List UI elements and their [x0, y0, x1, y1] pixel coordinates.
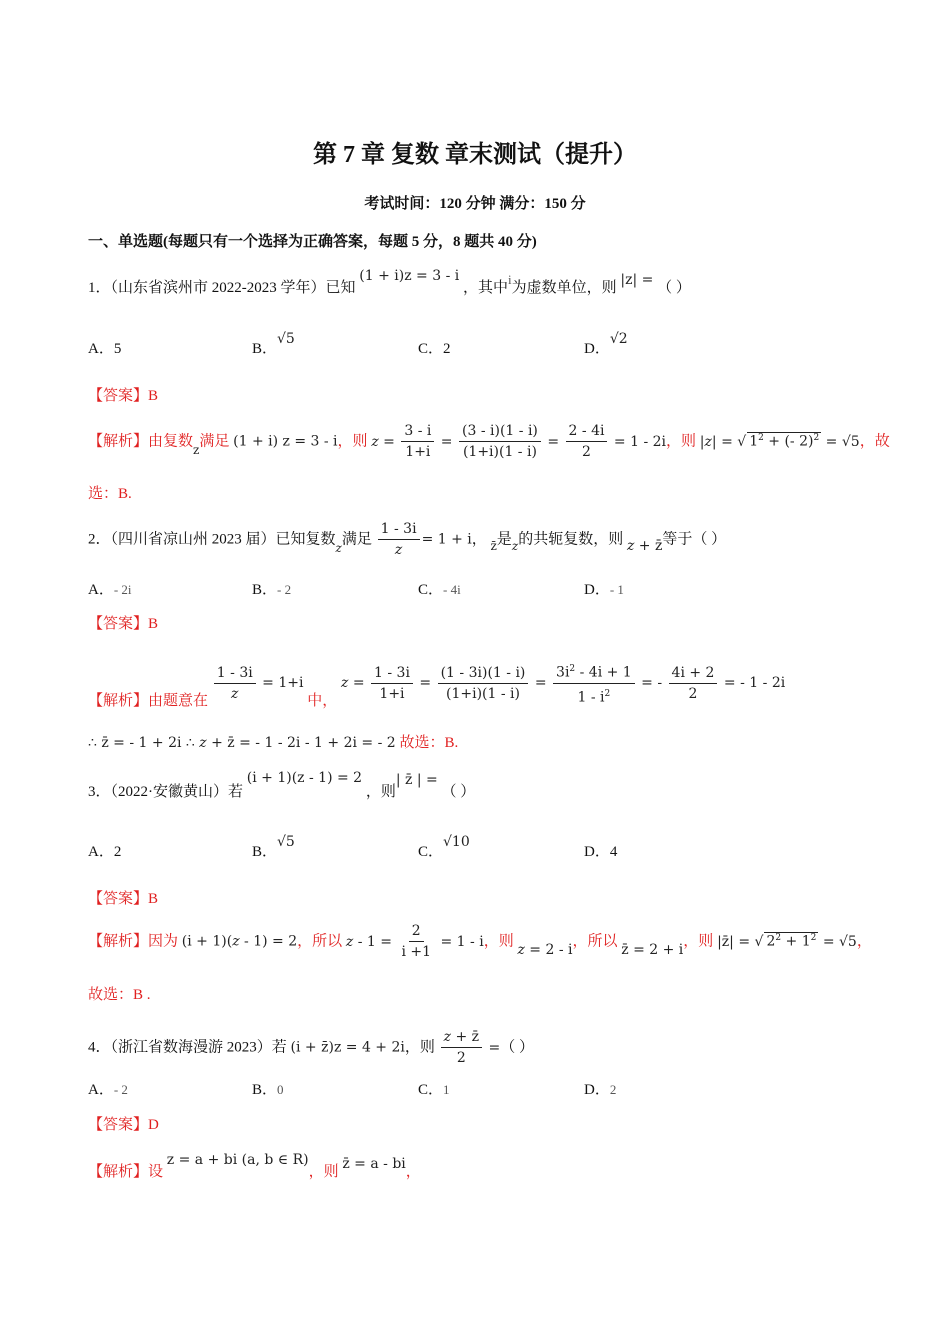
q4-option-b[interactable]: B．0 — [252, 1082, 284, 1098]
q3-explanation: 【解析】因为 (i + 1)(z - 1) = 2，所以 z - 1 = $\frac{2}{i +1}$ = 1 - i，则 z = 2 - i，所以 z̄ = 2 + i，则 |z̄| = √ $2^2 + 1^2 = √5$， — [88, 923, 872, 960]
q4-answer: 【答案】D — [88, 1117, 159, 1133]
q3-option-d[interactable]: D．4 — [584, 844, 618, 860]
q2-answer: 【答案】B — [88, 616, 159, 632]
question-3: 3．（2022·安徽黄山）若 (i + 1)(z - 1) = 2 ，则| z̄ | = （ ） — [88, 770, 476, 800]
q1-option-a[interactable]: A．5 — [88, 341, 122, 357]
question-1: 1．（山东省滨州市 2022-2023 学年）已知 (1 + i)z = 3 - i ，其中i为虚数单位，则 |z| = （ ） — [88, 268, 691, 296]
q3-explanation-end: 故选：B . — [88, 987, 151, 1003]
q1-explanation: 【解析】由复数$_z$满足 (1 + i) z = 3 - i，则 z = $\frac{3 - i}{1+i}$ = $\frac{(3 - i)(1 - i)}{(1+i)(1 - i)}$ = $\frac{2 - 4i}{2}$ = 1 - 2i，则 |z| = √ $1^2$ + (- 2)$^2$ = √5，故 — [88, 423, 890, 460]
q2-option-b[interactable]: B．- 2 — [252, 582, 292, 598]
question-2: 2．（四川省凉山州 2023 届）已知复数$_z$满足 $\frac{1 - 3i}{z}$ = 1 + i， $_{z̄}$是$_z$的共轭复数，则 z + z̄等于（ ） — [88, 521, 727, 558]
q2-option-c[interactable]: C．- 4i — [418, 582, 461, 598]
q1-answer: 【答案】B — [88, 388, 159, 404]
exam-info: 考试时间：120 分钟 满分：150 分 — [364, 196, 586, 212]
page-title: 第 7 章 复数 章末测试（提升） — [313, 142, 637, 168]
section-heading: 一、单选题(每题只有一个选择为正确答案，每题 5 分，8 题共 40 分) — [88, 234, 537, 250]
q1-explanation-end: 选：B. — [88, 486, 132, 502]
question-4: 4．（浙江省数海漫游 2023）若 (i + z̄)z = 4 + 2i，则 $\frac{z + z̄}{2}$ =（ ） — [88, 1029, 534, 1066]
q1-option-b[interactable]: B．√5 — [252, 331, 295, 357]
q3-option-c[interactable]: C．√10 — [418, 834, 470, 860]
q2-explanation-line2: ∴ z̄ = - 1 + 2i ∴ z + z̄ = - 1 - 2i - 1 + 2i = - 2 故选：B. — [88, 735, 459, 751]
q2-option-a[interactable]: A．- 2i — [88, 582, 132, 598]
q1-option-c[interactable]: C．2 — [418, 341, 451, 357]
q4-explanation: 【解析】设 z = a + bi (a, b ∈ R)，则 z̄ = a - bi， — [88, 1152, 421, 1180]
q1-option-d[interactable]: D．√2 — [584, 331, 628, 357]
q2-option-d[interactable]: D．- 1 — [584, 582, 624, 598]
q1-expression: (1 + i)z = 3 - i — [359, 268, 460, 284]
q4-option-d[interactable]: D．2 — [584, 1082, 617, 1098]
q4-option-a[interactable]: A．- 2 — [88, 1082, 128, 1098]
q3-answer: 【答案】B — [88, 891, 159, 907]
q3-option-b[interactable]: B．√5 — [252, 834, 295, 860]
q3-option-a[interactable]: A．2 — [88, 844, 122, 860]
q2-explanation: 【解析】由题意在 $\frac{1 - 3i}{z}$ = 1+i 中， z = $\frac{1 - 3i}{1+i}$ = $\frac{(1 - 3i)(1 - i)}{(1+i)(1 - i)}$ = $\frac{3i^2 - 4i + 1}{1 - i^2}$ = - $\frac{4i + 2}{2}$ = - 1 - 2i — [88, 660, 785, 706]
q4-option-c[interactable]: C．1 — [418, 1082, 450, 1098]
